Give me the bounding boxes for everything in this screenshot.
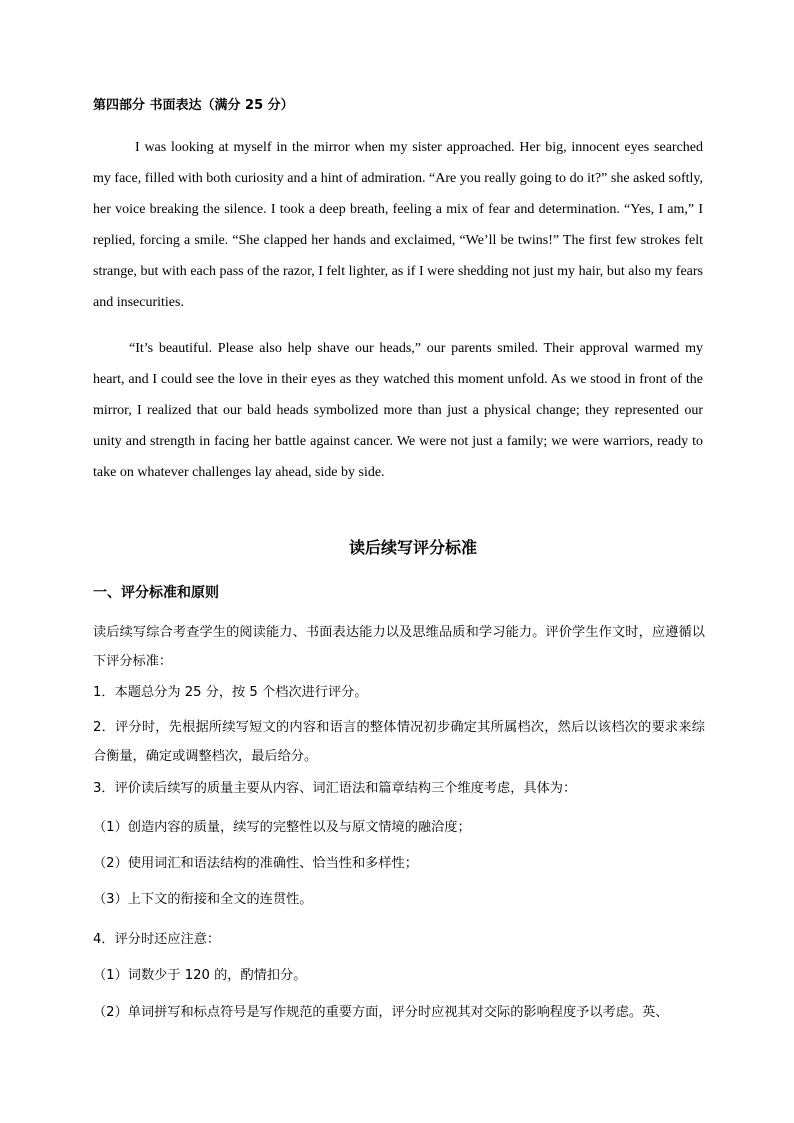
rubric-item-3-2: （2）使用词汇和语法结构的准确性、恰当性和多样性； [93,856,418,871]
rubric-item-4-1: （1）词数少于 120 的，酌情扣分。 [93,968,307,983]
rubric-item-4-2: （2）单词拼写和标点符号是写作规范的重要方面，评分时应视其对交际的影响程度予以考虑。英、 [93,1005,669,1020]
rubric-item-3-3: （3）上下文的衔接和全文的连贯性。 [93,892,313,907]
rubric-item-4: 4．评分时还应注意： [93,932,221,947]
rubric-item-1: 1．本题总分为 25 分，按 5 个档次进行评分。 [93,685,368,700]
rubric-item-3: 3．评价读后续写的质量主要从内容、词汇语法和篇章结构三个维度考虑，具体为： [93,781,577,796]
essay-paragraph-2: “It’s beautiful. Please also help shave our heads,” our parents smiled. Their approval warmed my heart, and I could see the love in their eyes as they watched this moment unfold. As we stood in front of the mirror, I realized that our bald heads symbolized more than just a physical change; they represented our unity and strength in facing her battle against cancer. We were not just a family; we were warriors, ready to take on whatever challenges lay ahead, side by side. [93,341,703,480]
section-heading: 第四部分 书面表达（满分 25 分） [93,98,294,113]
rubric-title: 读后续写评分标准 [348,538,477,557]
essay-paragraph-1: I was looking at myself in the mirror when my sister approached. Her big, innocent eyes searched my face, filled with both curiosity and a hint of admiration. “Are you really going to do it?” she asked softly, her voice breaking the silence. I took a deep breath, feeling a mix of fear and determination. “Yes, I am,” I replied, forcing a smile. “She clapped her hands and exclaimed, “We’ll be twins!” The first few strokes felt strange, but with each pass of the razor, I felt lighter, as if I were shedding not just my hair, but also my fears and insecurities. [93,140,703,310]
rubric-heading-1: 一、评分标准和原则 [93,585,219,601]
rubric-intro: 读后续写综合考查学生的阅读能力、书面表达能力以及思维品质和学习能力。评价学生作文时，应遵循以下评分标准： [93,625,705,669]
rubric-item-2: 2．评分时，先根据所续写短文的内容和语言的整体情况初步确定其所属档次，然后以该档次的要求来综合衡量，确定或调整档次，最后给分。 [93,720,705,764]
rubric-item-3-1: （1）创造内容的质量，续写的完整性以及与原文情境的融洽度； [93,820,471,835]
